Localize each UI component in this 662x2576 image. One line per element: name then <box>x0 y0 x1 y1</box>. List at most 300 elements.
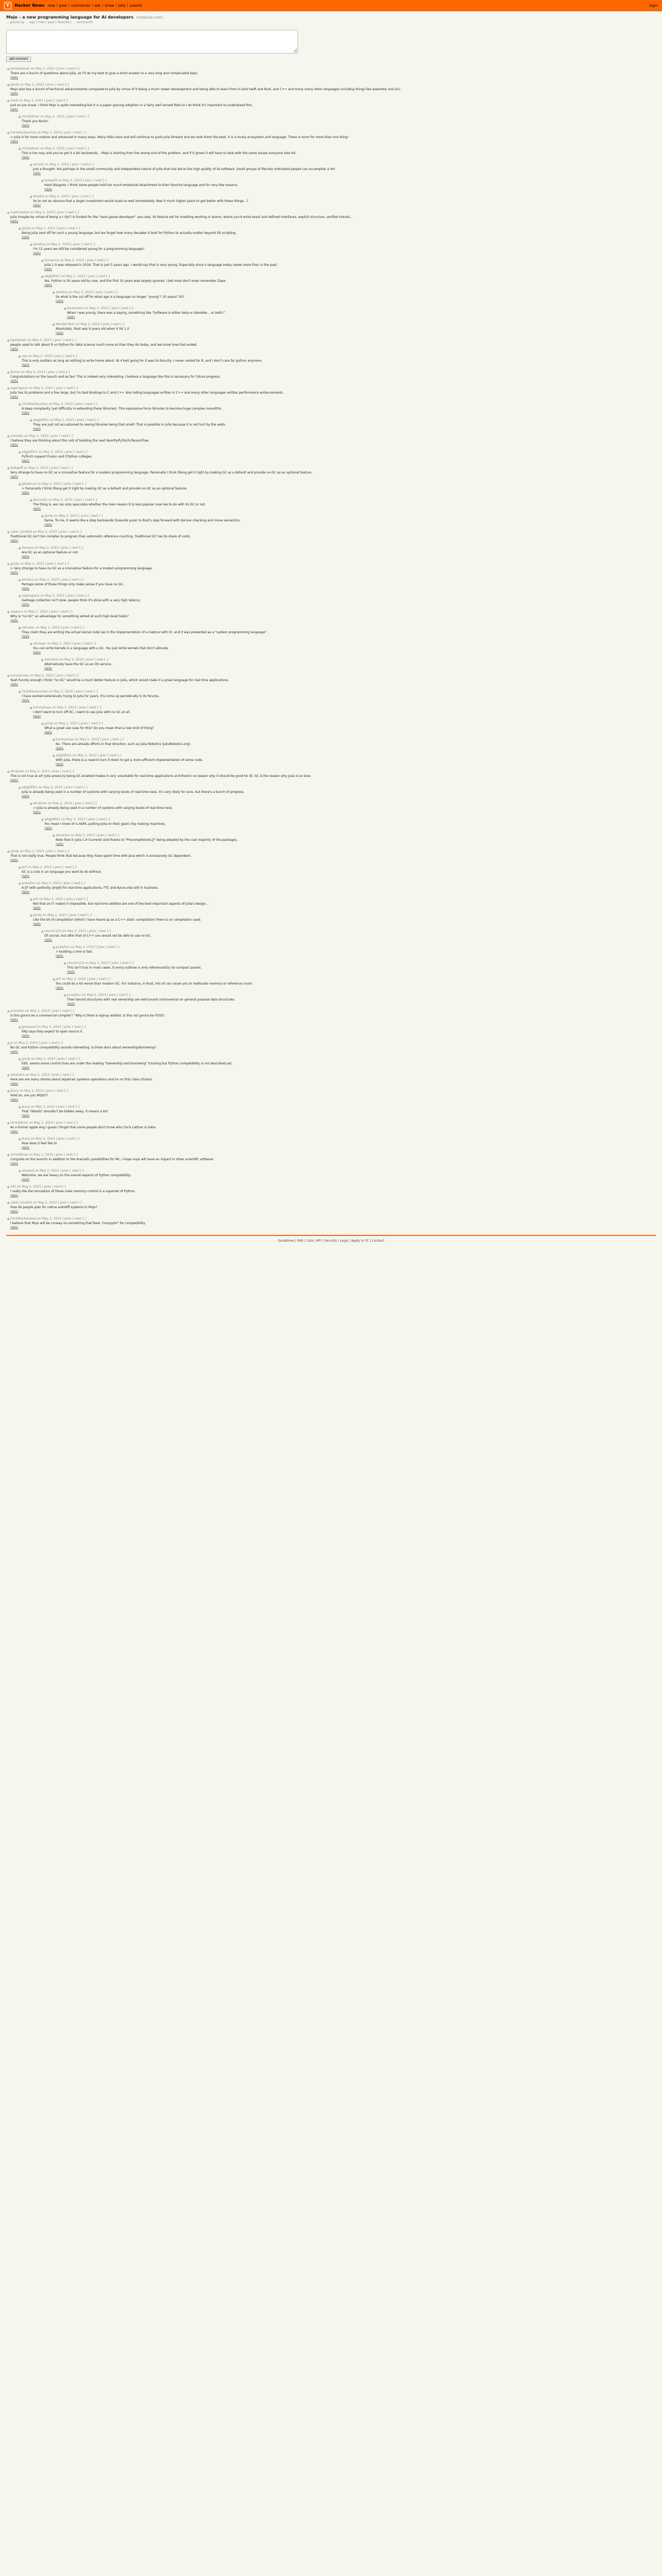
story-title[interactable] <box>6 15 656 20</box>
upvote-icon[interactable]: ▲ <box>18 882 21 885</box>
upvote-icon[interactable]: ▲ <box>7 1089 10 1093</box>
upvote-icon[interactable]: ▲ <box>29 642 32 646</box>
reply-link[interactable]: reply <box>44 938 53 942</box>
upvote-icon[interactable]: ▲ <box>41 929 44 933</box>
comment-age[interactable]: on May 2, 2023 <box>69 834 95 837</box>
comment-age[interactable]: on May 2, 2023 <box>61 929 87 933</box>
comment-user[interactable]: cyber_kinetist <box>10 530 32 534</box>
comment-age[interactable]: on May 2, 2023 <box>29 1105 55 1109</box>
reply-link[interactable]: reply <box>33 922 41 926</box>
comment-nav-links[interactable]: | prev | next [–] <box>73 690 98 693</box>
comment-nav-links[interactable]: | prev | next [–] <box>53 1153 78 1157</box>
comment-user[interactable]: pjmlp <box>22 1057 30 1061</box>
reply-link[interactable]: reply <box>22 491 30 495</box>
reply-link[interactable]: reply <box>22 587 30 590</box>
comment-nav-links[interactable]: | prev | next [–] <box>93 291 118 294</box>
comment-user[interactable]: pjmlp <box>44 722 53 725</box>
comment-age[interactable]: on May 2, 2023 <box>24 1073 49 1077</box>
reply-link[interactable]: reply <box>33 651 41 654</box>
comment-age[interactable]: on May 2, 2023 <box>27 354 53 358</box>
reply-link[interactable]: reply <box>56 299 64 303</box>
comment-user[interactable]: pjmlp <box>33 913 42 917</box>
reply-link[interactable]: reply <box>33 204 41 207</box>
upvote-icon[interactable]: ▲ <box>52 834 55 837</box>
upvote-icon[interactable]: ▲ <box>41 658 44 662</box>
comment-age[interactable]: on May 2, 2023 <box>23 434 48 438</box>
reply-link[interactable]: reply <box>67 315 75 319</box>
upvote-icon[interactable]: ▲ <box>7 1153 10 1157</box>
comment-age[interactable]: on May 2, 2023 <box>71 754 97 757</box>
comment-age[interactable]: on May 2, 2023 <box>57 179 82 182</box>
upvote-icon[interactable]: ▲ <box>41 818 44 821</box>
upvote-icon[interactable]: ▲ <box>63 307 67 310</box>
comment-user[interactable]: ChrisRackauckas <box>22 402 48 406</box>
reply-link[interactable]: reply <box>22 156 30 159</box>
comment-user[interactable]: jkxxy <box>22 1137 30 1141</box>
comment-nav-links[interactable]: | prev | next [–] <box>59 578 84 582</box>
comment-age[interactable]: on May 2, 2023 <box>12 1041 38 1045</box>
site-name[interactable]: Hacker News <box>14 3 45 8</box>
upvote-icon[interactable]: ▲ <box>7 466 10 470</box>
comment-age[interactable]: on May 2, 2023 <box>37 450 63 454</box>
comment-user[interactable]: ekraimer <box>33 802 47 805</box>
comment-age[interactable]: on May 2, 2023 <box>41 913 67 917</box>
comment-nav-links[interactable]: | prev | next [–] <box>100 323 125 326</box>
story-title-text[interactable]: Mojo – a new programming language for AI developers <box>6 15 134 20</box>
upvote-icon[interactable]: ▲ <box>18 1137 21 1141</box>
comment-age[interactable]: on May 2, 2023 <box>47 690 73 693</box>
comment-nav-links[interactable]: | prev | next [–] <box>99 738 124 741</box>
comment-age[interactable]: on May 2, 2023 <box>34 1169 59 1173</box>
upvote-icon[interactable]: ▲ <box>7 770 10 773</box>
comment-nav-links[interactable]: | prev | next [–] <box>52 354 77 358</box>
upvote-icon[interactable]: ▲ <box>41 722 44 725</box>
upvote-icon[interactable]: ▲ <box>7 1185 10 1189</box>
comment-age[interactable]: on May 2, 2023 <box>74 323 100 326</box>
comment-age[interactable]: on May 2, 2023 <box>36 1025 61 1029</box>
reply-link[interactable]: reply <box>22 603 30 606</box>
upvote-icon[interactable]: ▲ <box>41 179 44 182</box>
comment-user[interactable]: toadi <box>10 99 19 103</box>
reply-link[interactable]: reply <box>22 794 30 798</box>
comment-nav-links[interactable]: | prev | next [–] <box>72 498 97 502</box>
reply-link[interactable]: reply <box>10 443 19 447</box>
reply-link[interactable]: reply <box>10 571 19 574</box>
comment-age[interactable]: on May 2, 2023 <box>39 147 64 150</box>
upvote-icon[interactable]: ▲ <box>18 594 21 598</box>
upvote-icon[interactable]: ▲ <box>63 961 67 965</box>
reply-link[interactable]: reply <box>10 1130 19 1133</box>
reply-link[interactable]: reply <box>10 1098 19 1101</box>
upvote-icon[interactable]: ▲ <box>7 850 10 853</box>
comment-age[interactable]: on May 2, 2023 <box>53 722 78 725</box>
comment-user[interactable]: feanaro <box>22 546 34 550</box>
comment-user[interactable]: mtrower <box>33 642 46 646</box>
comment-nav-links[interactable]: | prev | next [–] <box>51 338 76 342</box>
comment-nav-links[interactable]: | prev | next [–] <box>85 275 110 278</box>
comment-age[interactable]: on May 2, 2023 <box>38 897 63 901</box>
comment-nav-links[interactable]: | prev | next [–] <box>69 195 94 198</box>
reply-link[interactable]: reply <box>10 76 19 79</box>
upvote-icon[interactable]: ▲ <box>7 131 10 134</box>
upvote-icon[interactable]: ▲ <box>52 323 55 326</box>
comment-nav-links[interactable]: | prev | next [–] <box>55 1137 80 1141</box>
comment-age[interactable]: on May 2, 2023 <box>34 578 59 582</box>
reply-link[interactable]: reply <box>10 1194 19 1197</box>
comment-nav-links[interactable]: | prev | next [–] <box>53 1121 78 1125</box>
comment-age[interactable]: on May 2, 2023 <box>68 291 93 294</box>
upvote-icon[interactable]: ▲ <box>29 418 32 422</box>
comment-user[interactable]: jz <box>10 1041 13 1045</box>
upvote-icon[interactable]: ▲ <box>18 626 21 630</box>
comment-age[interactable]: on May 2, 2023 <box>36 482 62 486</box>
comment-user[interactable]: chrislattner <box>10 1121 28 1125</box>
reply-link[interactable]: reply <box>22 1034 30 1038</box>
comment-nav-links[interactable]: | prev | next [–] <box>44 83 69 87</box>
comment-user[interactable]: pjmlp <box>10 562 19 566</box>
comment-age[interactable]: on May 2, 2023 <box>28 1121 53 1125</box>
comment-age[interactable]: on May 2, 2023 <box>24 770 49 773</box>
comment-user[interactable]: amelius <box>22 578 34 582</box>
comment-user[interactable]: vsaparn <box>10 610 23 614</box>
upvote-icon[interactable]: ▲ <box>18 450 21 454</box>
comment-nav-links[interactable]: | prev | next [–] <box>59 626 85 630</box>
comment-user[interactable]: adgjlsfhk1 <box>44 275 60 278</box>
reply-link[interactable]: reply <box>10 140 19 143</box>
comment-age[interactable]: on May 2, 2023 <box>36 131 62 134</box>
comment-nav-links[interactable]: | prev | next [–] <box>54 211 79 214</box>
nav-past[interactable]: past <box>59 4 67 8</box>
comment-age[interactable]: on May 2, 2023 <box>29 211 54 214</box>
comment-nav-links[interactable]: | prev | next [–] <box>55 1057 80 1061</box>
upvote-icon[interactable]: ▲ <box>18 690 21 693</box>
comment-age[interactable]: on May 2, 2023 <box>84 961 109 965</box>
comment-nav-links[interactable]: | prev | next [–] <box>64 147 89 150</box>
comment-nav-links[interactable]: | prev | next [–] <box>109 961 134 965</box>
upvote-icon[interactable]: ▲ <box>7 1121 10 1125</box>
comment-user[interactable]: ekraimer <box>10 770 24 773</box>
upvote-icon[interactable]: ▲ <box>41 259 44 262</box>
comment-age[interactable]: on May 2, 2023 <box>58 658 84 662</box>
comment-nav-links[interactable]: | prev | next [–] <box>41 1185 66 1189</box>
reply-link[interactable]: reply <box>10 619 19 622</box>
reply-link[interactable]: reply <box>10 539 19 543</box>
comment-nav-links[interactable]: | prev | next [–] <box>76 706 102 709</box>
upvote-icon[interactable]: ▲ <box>52 738 55 741</box>
reply-link[interactable]: reply <box>10 683 19 686</box>
comment-nav-links[interactable]: | prev | next [–] <box>61 482 87 486</box>
comment-age[interactable]: on May 2, 2023 <box>53 514 78 518</box>
comment-user[interactable]: pcwalton <box>10 1009 25 1013</box>
upvote-icon[interactable]: ▲ <box>7 610 10 614</box>
upvote-icon[interactable]: ▲ <box>7 67 10 71</box>
comment-age[interactable]: on May 2, 2023 <box>26 866 52 869</box>
comment-user[interactable]: hgoldstein <box>10 338 27 342</box>
comment-nav-links[interactable]: | prev | next [–] <box>63 897 88 901</box>
comment-nav-links[interactable]: | prev | next [–] <box>86 977 111 981</box>
comment-user[interactable]: Someone <box>44 259 59 262</box>
comment-nav-links[interactable]: | prev | next [–] <box>55 1105 80 1109</box>
comment-age[interactable]: on May 2, 2023 <box>47 402 73 406</box>
comment-user[interactable]: ebruchez <box>33 498 47 502</box>
comment-user[interactable]: cyber_kinetist <box>10 1201 32 1205</box>
reply-link[interactable]: reply <box>22 411 30 415</box>
comment-user[interactable]: chrislattner <box>10 1153 28 1157</box>
reply-link[interactable]: reply <box>33 251 41 255</box>
comment-age[interactable]: on May 2, 2023 <box>60 818 86 821</box>
reply-link[interactable]: reply <box>10 395 19 399</box>
reply-link[interactable]: reply <box>10 778 19 782</box>
reply-link[interactable]: reply <box>56 747 64 750</box>
comment-user[interactable]: vlovich123 <box>67 961 84 965</box>
comment-nav-links[interactable]: | prev | next [–] <box>61 1217 87 1221</box>
y-logo-icon[interactable]: Y <box>4 2 11 9</box>
reply-link[interactable]: reply <box>33 715 41 718</box>
comment-user[interactable]: amasad <box>22 1169 34 1173</box>
reply-link[interactable]: reply <box>56 986 64 990</box>
comment-user[interactable]: adgjlsfhk1 <box>33 418 49 422</box>
upvote-icon[interactable]: ▲ <box>29 195 32 198</box>
comment-nav-links[interactable]: | prev | next [–] <box>59 1169 84 1173</box>
comment-age[interactable]: on May 2, 2023 <box>47 498 73 502</box>
comment-nav-links[interactable]: | prev | next [–] <box>60 882 86 885</box>
comment-age[interactable]: on May 2, 2023 <box>20 370 45 374</box>
comment-nav-links[interactable]: | prev | next [–] <box>70 243 95 246</box>
reply-link[interactable]: reply <box>22 635 30 638</box>
comment-age[interactable]: on May 2, 2023 <box>39 594 64 598</box>
comment-age[interactable]: on May 2, 2023 <box>46 642 71 646</box>
comment-user[interactable]: eigenspace <box>22 594 40 598</box>
reply-link[interactable]: reply <box>44 731 53 734</box>
comment-user[interactable]: pcwalton <box>56 945 70 949</box>
comment-age[interactable]: on May 2, 2023 <box>70 945 95 949</box>
comment-age[interactable]: on May 2, 2023 <box>44 195 69 198</box>
upvote-icon[interactable]: ▲ <box>29 802 32 805</box>
reply-link[interactable]: reply <box>10 1226 19 1229</box>
comment-user[interactable]: ssivark <box>33 163 44 166</box>
comment-age[interactable]: on May 2, 2023 <box>48 418 74 422</box>
nav-new[interactable]: new <box>47 4 55 8</box>
upvote-icon[interactable]: ▲ <box>7 1041 10 1045</box>
reply-link[interactable]: reply <box>10 1050 19 1054</box>
upvote-icon[interactable]: ▲ <box>29 897 32 901</box>
comment-user[interactable]: amelius <box>56 291 68 294</box>
comment-user[interactable]: bobajeff <box>44 179 57 182</box>
upvote-icon[interactable]: ▲ <box>7 434 10 438</box>
upvote-icon[interactable]: ▲ <box>18 1057 21 1061</box>
comment-age[interactable]: on May 2, 2023 <box>23 610 48 614</box>
upvote-icon[interactable]: ▲ <box>63 993 67 997</box>
comment-age[interactable]: on May 2, 2023 <box>59 259 84 262</box>
comment-user[interactable]: someone <box>44 658 59 662</box>
add-comment-button[interactable]: add comment <box>6 57 31 62</box>
comment-user[interactable]: ChrisRackauckas <box>10 131 37 134</box>
comment-user[interactable]: ChrisRackauckas <box>10 1217 37 1221</box>
reply-link[interactable]: reply <box>10 1210 19 1213</box>
upvote-icon[interactable]: ▲ <box>29 913 32 917</box>
comment-user[interactable]: ChrisRackauckas <box>22 690 48 693</box>
upvote-icon[interactable]: ▲ <box>7 1217 10 1221</box>
reply-link[interactable]: reply <box>10 108 19 111</box>
comment-nav-links[interactable]: | prev | next [–] <box>61 1025 86 1029</box>
reply-link[interactable]: reply <box>33 507 41 511</box>
reply-link[interactable]: reply <box>10 379 19 383</box>
comment-user[interactable]: jkxxy <box>10 1089 19 1093</box>
comment-age[interactable]: on May 2, 2023 <box>23 466 48 470</box>
upvote-icon[interactable]: ▲ <box>18 115 21 118</box>
story-domain[interactable]: (modular.com) <box>136 15 163 20</box>
comment-nav-links[interactable]: | prev | next [–] <box>49 1009 74 1013</box>
upvote-icon[interactable]: ▲ <box>7 1201 10 1205</box>
comment-user[interactable]: eigenspace <box>10 386 28 390</box>
reply-link[interactable]: reply <box>33 427 41 431</box>
comment-user[interactable]: pjmlp <box>44 514 53 518</box>
comment-nav-links[interactable]: | prev | next [–] <box>106 993 131 997</box>
comment-age[interactable]: on May 2, 2023 <box>60 275 86 278</box>
reply-link[interactable]: reply <box>10 92 19 95</box>
comment-age[interactable]: on May 2, 2023 <box>24 1009 49 1013</box>
comment-age[interactable]: on May 2, 2023 <box>31 530 57 534</box>
upvote-icon[interactable]: ▲ <box>18 354 21 358</box>
upvote-icon[interactable]: ▲ <box>7 530 10 534</box>
reply-link[interactable]: reply <box>44 826 53 830</box>
upvote-icon[interactable]: ▲ <box>29 163 32 166</box>
comment-age[interactable]: on May 2, 2023 <box>45 243 70 246</box>
comment-nav-links[interactable]: | prev | next [–] <box>44 562 69 566</box>
reply-link[interactable]: reply <box>10 1018 19 1022</box>
reply-link[interactable]: reply <box>22 124 30 127</box>
comment-nav-links[interactable]: | prev | next [–] <box>58 546 84 550</box>
nav-comments[interactable]: comments <box>71 4 90 8</box>
comment-user[interactable]: pcwalton <box>22 882 36 885</box>
comment-age[interactable]: on May 2, 2023 <box>26 338 52 342</box>
comment-nav-links[interactable]: | prev | next [–] <box>43 99 68 103</box>
comment-nav-links[interactable]: | prev | next [–] <box>44 850 69 853</box>
reply-link[interactable]: reply <box>67 970 75 974</box>
comment-age[interactable]: on May 2, 2023 <box>44 163 69 166</box>
comment-nav-links[interactable]: | prev | next [–] <box>73 402 98 406</box>
comment-nav-links[interactable]: | prev | next [–] <box>47 610 73 614</box>
comment-user[interactable]: jamestanner <box>10 67 30 71</box>
comment-age[interactable]: on May 2, 2023 <box>31 1201 57 1205</box>
comment-age[interactable]: on May 2, 2023 <box>18 99 43 103</box>
comment-age[interactable]: on May 2, 2023 <box>30 227 56 230</box>
comment-user[interactable]: WoodenSkin <box>56 323 75 326</box>
upvote-icon[interactable]: ▲ <box>52 754 55 757</box>
reply-link[interactable]: reply <box>10 1082 19 1086</box>
comment-nav-links[interactable]: | prev | next [–] <box>64 594 89 598</box>
reply-link[interactable]: reply <box>22 1114 30 1117</box>
comment-user[interactable]: ekraimer <box>56 834 70 837</box>
comment-user[interactable]: jerf <box>22 866 27 869</box>
upvote-icon[interactable]: ▲ <box>7 99 10 103</box>
comment-age[interactable]: on May 2, 2023 <box>19 850 44 853</box>
upvote-icon[interactable]: ▲ <box>18 227 21 230</box>
upvote-icon[interactable]: ▲ <box>7 562 10 566</box>
comment-age[interactable]: on May 2, 2023 <box>19 562 44 566</box>
reply-link[interactable]: reply <box>22 363 30 367</box>
reply-link[interactable]: reply <box>22 874 30 878</box>
comment-age[interactable]: on May 2, 2023 <box>28 386 53 390</box>
comment-user[interactable]: pjmlp <box>22 227 30 230</box>
comment-nav-links[interactable]: | prev | next [–] <box>48 434 73 438</box>
reply-link[interactable]: reply <box>22 699 30 702</box>
upvote-icon[interactable]: ▲ <box>7 370 10 374</box>
comment-nav-links[interactable]: | prev | next [–] <box>55 67 80 71</box>
comment-age[interactable]: on May 2, 2023 <box>35 626 60 630</box>
comment-nav-links[interactable]: | prev | next [–] <box>53 386 78 390</box>
comment-age[interactable]: on May 2, 2023 <box>33 546 59 550</box>
upvote-icon[interactable]: ▲ <box>7 386 10 390</box>
comment-age[interactable]: on May 2, 2023 <box>28 1153 53 1157</box>
reply-link[interactable]: reply <box>56 762 64 766</box>
reply-link[interactable]: reply <box>44 188 53 191</box>
upvote-icon[interactable]: ▲ <box>18 1105 21 1109</box>
comment-user[interactable]: tommyhaas <box>33 706 52 709</box>
comment-nav-links[interactable]: | prev | next [–] <box>86 929 111 933</box>
comment-nav-links[interactable]: | prev | next [–] <box>69 163 94 166</box>
reply-link[interactable]: reply <box>44 523 53 527</box>
comment-nav-links[interactable]: | prev | next [–] <box>55 227 80 230</box>
comment-nav-links[interactable]: | prev | next [–] <box>96 754 122 757</box>
reply-link[interactable]: reply <box>10 219 19 223</box>
upvote-icon[interactable]: ▲ <box>18 546 21 550</box>
comment-age[interactable]: on May 2, 2023 <box>37 786 63 789</box>
comment-user[interactable]: adgjlsfhk1 <box>44 818 60 821</box>
comment-nav-links[interactable]: | prev | next [–] <box>47 466 73 470</box>
reply-link[interactable]: reply <box>10 858 19 862</box>
comment-nav-links[interactable]: | prev | next [–] <box>62 786 88 789</box>
comment-user[interactable]: Jtsummers <box>67 307 84 310</box>
reply-link[interactable]: reply <box>10 475 19 479</box>
nav-show[interactable]: show <box>105 4 114 8</box>
comment-user[interactable]: cpa <box>22 354 27 358</box>
comment-nav-links[interactable]: | prev | next [–] <box>108 307 134 310</box>
comment-nav-links[interactable]: | prev | next [–] <box>57 530 82 534</box>
comment-age[interactable]: on May 2, 2023 <box>28 674 54 677</box>
upvote-icon[interactable]: ▲ <box>29 706 32 709</box>
comment-user[interactable]: adgjlsfhk1 <box>22 450 38 454</box>
upvote-icon[interactable]: ▲ <box>7 1073 10 1077</box>
reply-link[interactable]: reply <box>22 555 30 558</box>
reply-link[interactable]: reply <box>44 283 53 287</box>
upvote-icon[interactable]: ▲ <box>7 211 10 214</box>
reply-link[interactable]: reply <box>22 1178 30 1181</box>
upvote-icon[interactable]: ▲ <box>18 147 21 150</box>
comment-user[interactable]: jerf <box>33 897 38 901</box>
comment-user[interactable]: mattnewton <box>10 211 29 214</box>
reply-link[interactable]: reply <box>44 667 53 670</box>
reply-link[interactable]: reply <box>44 267 53 271</box>
comment-user[interactable]: chrislattner <box>22 147 40 150</box>
reply-link[interactable]: reply <box>56 954 64 958</box>
comment-user[interactable]: drbaba <box>33 195 44 198</box>
comment-nav-links[interactable]: | prev | next [–] <box>43 1089 69 1093</box>
comment-user[interactable]: jerf <box>56 977 61 981</box>
upvote-icon[interactable]: ▲ <box>41 275 44 278</box>
login-link[interactable]: login <box>649 4 658 8</box>
comment-nav-links[interactable]: | prev | next [–] <box>85 818 110 821</box>
comment-age[interactable]: on May 2, 2023 <box>18 1089 44 1093</box>
upvote-icon[interactable]: ▲ <box>7 674 10 677</box>
upvote-icon[interactable]: ▲ <box>29 498 32 502</box>
reply-link[interactable]: reply <box>22 1146 30 1149</box>
comment-user[interactable]: adgjlsfhk1 <box>22 786 38 789</box>
reply-link[interactable]: reply <box>22 459 30 463</box>
nav-ask[interactable]: ask <box>94 4 101 8</box>
comment-nav-links[interactable]: | prev | next [–] <box>49 1073 74 1077</box>
upvote-icon[interactable]: ▲ <box>18 402 21 406</box>
